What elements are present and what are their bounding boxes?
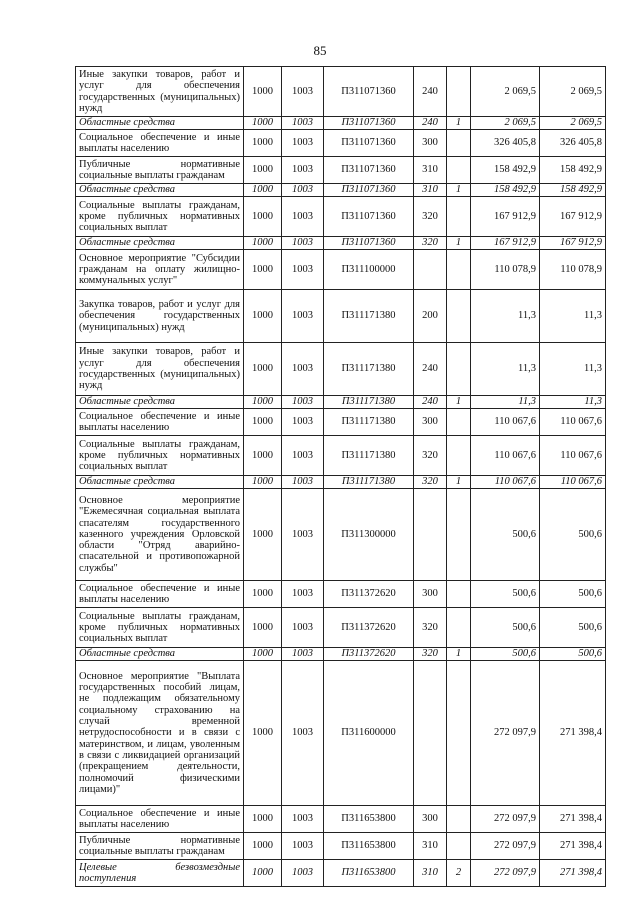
amount-year1-cell: 11,3 (471, 343, 540, 396)
table-row (76, 833, 606, 860)
amount-year1-cell: 272 097,9 (471, 661, 540, 806)
target-article-cell: П311372620 (324, 608, 414, 648)
item-name-cell: Областные средства (76, 396, 244, 409)
target-article-cell: П311071360 (324, 184, 414, 197)
amount-year2-cell: 11,3 (540, 396, 606, 409)
funding-source-cell: 1 (447, 476, 471, 489)
section-code-cell: 1000 (244, 436, 282, 476)
target-article-cell: П311071360 (324, 237, 414, 250)
expense-type-cell: 320 (414, 608, 447, 648)
subsection-code-cell: 1003 (282, 130, 324, 157)
amount-year2-cell: 167 912,9 (540, 237, 606, 250)
item-name-cell: Областные средства (76, 237, 244, 250)
funding-source-cell: 1 (447, 237, 471, 250)
target-article-cell: П311171380 (324, 476, 414, 489)
target-article-cell: П311071360 (324, 197, 414, 237)
subsection-code-cell: 1003 (282, 860, 324, 887)
table-row (76, 806, 606, 833)
section-code-cell: 1000 (244, 184, 282, 197)
funding-source-cell (447, 608, 471, 648)
amount-year2-cell: 158 492,9 (540, 184, 606, 197)
target-article-cell: П311653800 (324, 833, 414, 860)
expense-type-cell: 200 (414, 290, 447, 343)
subsection-code-cell: 1003 (282, 250, 324, 290)
funding-source-cell (447, 489, 471, 581)
amount-year1-cell: 500,6 (471, 581, 540, 608)
item-name-cell: Иные закупки товаров, работ и услуг для обеспечения государственных (муниципальных) нужд (76, 343, 244, 396)
amount-year2-cell: 2 069,5 (540, 67, 606, 117)
section-code-cell: 1000 (244, 860, 282, 887)
funding-source-cell (447, 661, 471, 806)
expense-type-cell: 300 (414, 409, 447, 436)
amount-year2-cell: 271 398,4 (540, 661, 606, 806)
item-name-cell: Закупка товаров, работ и услуг для обеспечения государственных (муниципальных) нужд (76, 290, 244, 343)
funding-source-cell: 1 (447, 648, 471, 661)
amount-year2-cell: 110 067,6 (540, 409, 606, 436)
amount-year2-cell: 500,6 (540, 489, 606, 581)
amount-year2-cell: 11,3 (540, 290, 606, 343)
funding-source-cell (447, 436, 471, 476)
target-article-cell: П311372620 (324, 581, 414, 608)
expense-type-cell: 240 (414, 67, 447, 117)
table-row (76, 67, 606, 117)
item-name-cell: Целевые безвозмездные поступления (76, 860, 244, 887)
item-name-cell: Социальное обеспечение и иные выплаты населению (76, 409, 244, 436)
table-row (76, 184, 606, 197)
page-number: 85 (313, 43, 327, 58)
amount-year1-cell: 272 097,9 (471, 833, 540, 860)
amount-year2-cell: 271 398,4 (540, 833, 606, 860)
amount-year1-cell: 158 492,9 (471, 184, 540, 197)
target-article-cell: П311653800 (324, 860, 414, 887)
table-row (76, 396, 606, 409)
item-name-cell: Публичные нормативные социальные выплаты гражданам (76, 833, 244, 860)
amount-year1-cell: 110 067,6 (471, 436, 540, 476)
target-article-cell: П311653800 (324, 806, 414, 833)
amount-year2-cell: 110 067,6 (540, 436, 606, 476)
expense-type-cell: 320 (414, 197, 447, 237)
subsection-code-cell: 1003 (282, 184, 324, 197)
funding-source-cell (447, 343, 471, 396)
target-article-cell: П311171380 (324, 436, 414, 476)
table-row (76, 648, 606, 661)
target-article-cell: П311600000 (324, 661, 414, 806)
subsection-code-cell: 1003 (282, 833, 324, 860)
item-name-cell: Областные средства (76, 476, 244, 489)
subsection-code-cell: 1003 (282, 581, 324, 608)
target-article-cell: П311171380 (324, 290, 414, 343)
funding-source-cell (447, 581, 471, 608)
item-name-cell: Областные средства (76, 648, 244, 661)
amount-year1-cell: 11,3 (471, 290, 540, 343)
subsection-code-cell: 1003 (282, 237, 324, 250)
subsection-code-cell: 1003 (282, 117, 324, 130)
target-article-cell: П311171380 (324, 396, 414, 409)
subsection-code-cell: 1003 (282, 648, 324, 661)
table-row (76, 117, 606, 130)
section-code-cell: 1000 (244, 396, 282, 409)
section-code-cell: 1000 (244, 237, 282, 250)
amount-year1-cell: 2 069,5 (471, 67, 540, 117)
subsection-code-cell: 1003 (282, 476, 324, 489)
section-code-cell: 1000 (244, 581, 282, 608)
item-name-cell: Иные закупки товаров, работ и услуг для обеспечения государственных (муниципальных) нужд (76, 67, 244, 117)
section-code-cell: 1000 (244, 250, 282, 290)
funding-source-cell (447, 67, 471, 117)
item-name-cell: Публичные нормативные социальные выплаты гражданам (76, 157, 244, 184)
target-article-cell: П311071360 (324, 130, 414, 157)
amount-year1-cell: 158 492,9 (471, 157, 540, 184)
funding-source-cell (447, 157, 471, 184)
section-code-cell: 1000 (244, 489, 282, 581)
table-row (76, 409, 606, 436)
expense-type-cell: 300 (414, 130, 447, 157)
section-code-cell: 1000 (244, 661, 282, 806)
table-row (76, 130, 606, 157)
section-code-cell: 1000 (244, 648, 282, 661)
funding-source-cell: 1 (447, 184, 471, 197)
item-name-cell: Социальное обеспечение и иные выплаты населению (76, 806, 244, 833)
subsection-code-cell: 1003 (282, 157, 324, 184)
table-body (76, 67, 606, 887)
funding-source-cell: 2 (447, 860, 471, 887)
section-code-cell: 1000 (244, 67, 282, 117)
subsection-code-cell: 1003 (282, 197, 324, 237)
amount-year1-cell: 500,6 (471, 608, 540, 648)
target-article-cell: П311171380 (324, 343, 414, 396)
target-article-cell: П311071360 (324, 67, 414, 117)
item-name-cell: Социальные выплаты гражданам, кроме публичных нормативных социальных выплат (76, 436, 244, 476)
funding-source-cell: 1 (447, 396, 471, 409)
item-name-cell: Областные средства (76, 117, 244, 130)
subsection-code-cell: 1003 (282, 608, 324, 648)
amount-year1-cell: 500,6 (471, 489, 540, 581)
section-code-cell: 1000 (244, 130, 282, 157)
funding-source-cell (447, 290, 471, 343)
subsection-code-cell: 1003 (282, 67, 324, 117)
budget-table (75, 66, 606, 887)
amount-year2-cell: 110 067,6 (540, 476, 606, 489)
section-code-cell: 1000 (244, 117, 282, 130)
table-row (76, 489, 606, 581)
expense-type-cell (414, 661, 447, 806)
table-row (76, 476, 606, 489)
table-row (76, 860, 606, 887)
amount-year2-cell: 500,6 (540, 608, 606, 648)
amount-year1-cell: 500,6 (471, 648, 540, 661)
item-name-cell: Социальное обеспечение и иные выплаты населению (76, 581, 244, 608)
amount-year1-cell: 110 067,6 (471, 409, 540, 436)
table-row (76, 157, 606, 184)
expense-type-cell: 310 (414, 157, 447, 184)
funding-source-cell: 1 (447, 117, 471, 130)
expense-type-cell: 310 (414, 833, 447, 860)
section-code-cell: 1000 (244, 343, 282, 396)
amount-year1-cell: 11,3 (471, 396, 540, 409)
subsection-code-cell: 1003 (282, 436, 324, 476)
expense-type-cell: 240 (414, 343, 447, 396)
amount-year2-cell: 500,6 (540, 581, 606, 608)
amount-year1-cell: 110 078,9 (471, 250, 540, 290)
expense-type-cell (414, 489, 447, 581)
funding-source-cell (447, 250, 471, 290)
subsection-code-cell: 1003 (282, 290, 324, 343)
table-row (76, 290, 606, 343)
section-code-cell: 1000 (244, 157, 282, 184)
target-article-cell: П311171380 (324, 409, 414, 436)
table-row (76, 237, 606, 250)
item-name-cell: Основное мероприятие "Субсидии гражданам на оплату жилищно-коммунальных услуг" (76, 250, 244, 290)
expense-type-cell: 320 (414, 436, 447, 476)
expense-type-cell (414, 250, 447, 290)
item-name-cell: Социальные выплаты гражданам, кроме публичных нормативных социальных выплат (76, 608, 244, 648)
subsection-code-cell: 1003 (282, 343, 324, 396)
section-code-cell: 1000 (244, 290, 282, 343)
funding-source-cell (447, 806, 471, 833)
expense-type-cell: 320 (414, 237, 447, 250)
amount-year2-cell: 500,6 (540, 648, 606, 661)
amount-year1-cell: 326 405,8 (471, 130, 540, 157)
table-row (76, 343, 606, 396)
expense-type-cell: 310 (414, 860, 447, 887)
subsection-code-cell: 1003 (282, 661, 324, 806)
section-code-cell: 1000 (244, 833, 282, 860)
amount-year2-cell: 158 492,9 (540, 157, 606, 184)
amount-year1-cell: 2 069,5 (471, 117, 540, 130)
amount-year2-cell: 11,3 (540, 343, 606, 396)
amount-year1-cell: 167 912,9 (471, 237, 540, 250)
expense-type-cell: 240 (414, 117, 447, 130)
expense-type-cell: 300 (414, 806, 447, 833)
funding-source-cell (447, 197, 471, 237)
item-name-cell: Социальные выплаты гражданам, кроме публичных нормативных социальных выплат (76, 197, 244, 237)
expense-type-cell: 320 (414, 476, 447, 489)
amount-year1-cell: 272 097,9 (471, 860, 540, 887)
expense-type-cell: 240 (414, 396, 447, 409)
table-row (76, 661, 606, 806)
subsection-code-cell: 1003 (282, 489, 324, 581)
section-code-cell: 1000 (244, 197, 282, 237)
item-name-cell: Областные средства (76, 184, 244, 197)
item-name-cell: Социальное обеспечение и иные выплаты населению (76, 130, 244, 157)
funding-source-cell (447, 409, 471, 436)
target-article-cell: П311071360 (324, 117, 414, 130)
section-code-cell: 1000 (244, 476, 282, 489)
subsection-code-cell: 1003 (282, 409, 324, 436)
amount-year2-cell: 2 069,5 (540, 117, 606, 130)
amount-year2-cell: 326 405,8 (540, 130, 606, 157)
item-name-cell: Основное мероприятие "Ежемесячная социальная выплата спасателям государственного казенного учреждения Орловской области "Отряд аварийно-спасательной и противопожарной службы" (76, 489, 244, 581)
table-row (76, 250, 606, 290)
amount-year2-cell: 167 912,9 (540, 197, 606, 237)
table-row (76, 581, 606, 608)
subsection-code-cell: 1003 (282, 806, 324, 833)
amount-year1-cell: 167 912,9 (471, 197, 540, 237)
target-article-cell: П311071360 (324, 157, 414, 184)
funding-source-cell (447, 130, 471, 157)
section-code-cell: 1000 (244, 806, 282, 833)
expense-type-cell: 320 (414, 648, 447, 661)
target-article-cell: П311372620 (324, 648, 414, 661)
table-row (76, 436, 606, 476)
expense-type-cell: 310 (414, 184, 447, 197)
amount-year2-cell: 110 078,9 (540, 250, 606, 290)
amount-year2-cell: 271 398,4 (540, 806, 606, 833)
subsection-code-cell: 1003 (282, 396, 324, 409)
target-article-cell: П311100000 (324, 250, 414, 290)
item-name-cell: Основное мероприятие "Выплата государственных пособий лицам, не подлежащим обязательному социальному страхованию на случай временной нетрудоспособности и в связи с материнством, и лицам, уволенным в связи с ликвидацией организаций (прекращением деятельности, полномочий физическими лицами)" (76, 661, 244, 806)
target-article-cell: П311300000 (324, 489, 414, 581)
funding-source-cell (447, 833, 471, 860)
section-code-cell: 1000 (244, 409, 282, 436)
amount-year1-cell: 272 097,9 (471, 806, 540, 833)
section-code-cell: 1000 (244, 608, 282, 648)
expense-type-cell: 300 (414, 581, 447, 608)
amount-year1-cell: 110 067,6 (471, 476, 540, 489)
table-row (76, 608, 606, 648)
table-row (76, 197, 606, 237)
amount-year2-cell: 271 398,4 (540, 860, 606, 887)
